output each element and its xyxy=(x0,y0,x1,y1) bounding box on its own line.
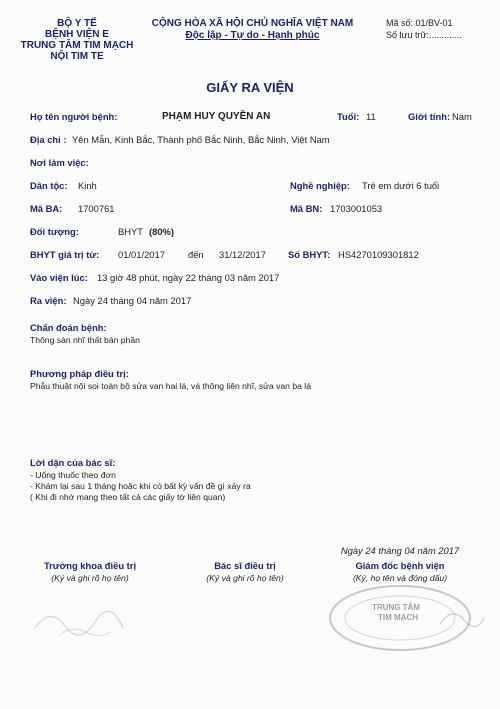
hospital-name: BỆNH VIỆN E xyxy=(45,29,109,40)
discharge-label: Ra viện: xyxy=(30,295,67,306)
stamp-text-2: TIM MẠCH xyxy=(378,613,418,622)
sex-label: Giới tính: xyxy=(408,111,451,122)
patient-age: 11 xyxy=(366,111,376,122)
bhyt-number-label: Số BHYT: xyxy=(288,249,331,260)
diagnosis-text: Thông sàn nhĩ thất bán phần xyxy=(30,335,140,345)
director-note: (Ký, họ tên và đóng dấu) xyxy=(352,573,448,583)
job-label: Nghề nghiệp: xyxy=(290,180,350,191)
head-of-department-title: Trưởng khoa điều trị xyxy=(43,560,137,571)
treating-doctor-title: Bác sĩ điều trị xyxy=(214,560,276,571)
address-label: Địa chỉ : xyxy=(30,134,67,145)
patient-subject-percent: (80%) xyxy=(149,226,175,237)
subject-label: Đối tượng: xyxy=(30,226,79,237)
patient-subject: BHYT xyxy=(118,226,144,237)
ba-label: Mã BA: xyxy=(30,203,63,214)
name-label: Họ tên người bệnh: xyxy=(30,111,118,122)
bhyt-from: 01/01/2017 xyxy=(118,249,165,260)
ministry-name: BỘ Y TẾ xyxy=(57,18,97,29)
advice-line-2: - Khám lại sau 1 tháng hoặc khi có bất kỳ vấn đề gì xảy ra xyxy=(30,481,251,491)
center-subname: NỘI TIM TE xyxy=(50,51,104,62)
director-signature-mark xyxy=(440,614,484,627)
archive-number: Số lưu trữ:............. xyxy=(386,30,462,40)
center-name: TRUNG TÂM TIM MẠCH xyxy=(20,40,134,51)
patient-bn: 1703001053 xyxy=(330,203,383,214)
ethnicity-label: Dân tộc: xyxy=(30,180,68,191)
age-label: Tuổi: xyxy=(337,111,360,122)
advice-line-1: - Uống thuốc theo đơn xyxy=(30,470,116,480)
director-title: Giám đốc bệnh viện xyxy=(355,560,445,571)
patient-sex: Nam xyxy=(452,111,472,122)
discharge-date: Ngày 24 tháng 04 năm 2017 xyxy=(73,295,192,306)
treatment-label: Phương pháp điều trị: xyxy=(30,368,129,379)
treating-doctor-note: (Ký và ghi rõ họ tên) xyxy=(206,573,284,583)
form-number: Mã số: 01/BV-01 xyxy=(386,18,453,28)
patient-ethnicity: Kinh xyxy=(78,180,97,191)
bhyt-number: HS4270109301812 xyxy=(338,249,419,260)
head-of-department-note: (Ký và ghi rõ họ tên) xyxy=(51,573,129,583)
bhyt-to-label: đến xyxy=(188,249,204,260)
bn-label: Mã BN: xyxy=(290,203,323,214)
head-signature-mark xyxy=(35,611,123,635)
workplace-label: Nơi làm việc: xyxy=(30,157,89,168)
patient-ba: 1700761 xyxy=(78,203,115,214)
patient-name: PHẠM HUY QUYỀN AN xyxy=(162,111,271,122)
bhyt-to: 31/12/2017 xyxy=(219,249,266,260)
bhyt-from-label: BHYT giá trị từ: xyxy=(30,249,100,260)
diagnosis-label: Chẩn đoán bệnh: xyxy=(30,322,107,333)
signature-marks xyxy=(0,580,500,660)
patient-address: Yên Mẫn, Kinh Bắc, Thành phố Bắc Ninh, Bắc Ninh, Việt Nam xyxy=(72,134,330,145)
admit-time: 13 giờ 48 phút, ngày 22 tháng 03 năm 2017 xyxy=(97,272,280,283)
national-motto: Độc lập - Tự do - Hạnh phúc xyxy=(185,30,320,41)
patient-job: Trẻ em dưới 6 tuổi xyxy=(362,180,440,191)
stamp-text-1: TRUNG TÂM xyxy=(372,603,420,612)
republic-name: CỘNG HÒA XÃ HỘI CHỦ NGHĨA VIỆT NAM xyxy=(151,18,354,29)
admit-label: Vào viện lúc: xyxy=(30,272,88,283)
advice-label: Lời dặn của bác sĩ: xyxy=(30,457,116,468)
signature-date: Ngày 24 tháng 04 năm 2017 xyxy=(340,545,460,556)
treatment-text: Phẫu thuật nội soi toàn bộ sửa van hai lá, vá thông liên nhĩ, sửa van ba lá xyxy=(30,381,311,391)
advice-line-3: ( Khi đi nhớ mang theo tất cả các giấy tờ liên quan) xyxy=(30,492,226,502)
document-title: GIẤY RA VIỆN xyxy=(206,80,294,95)
